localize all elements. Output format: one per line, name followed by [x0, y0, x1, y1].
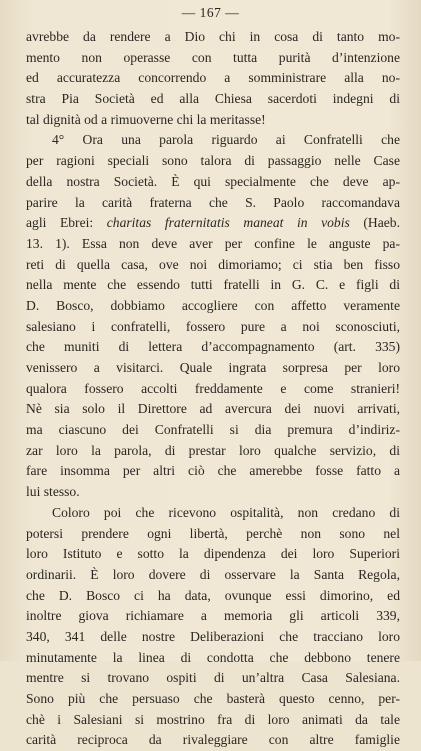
text-line: 4° Ora una parola riguardo ai Confratelli che	[52, 132, 400, 148]
text-segment: (Haeb.	[349, 215, 400, 231]
page-number: — 167 —	[181, 5, 240, 20]
text-line: D. Bosco, dobbiamo accogliere con affetto veramente	[26, 297, 400, 313]
text-line: reti di quella casa, ove noi dimoriamo; ci stia ben fisso	[26, 256, 400, 272]
text-line: potersi prendere ogni libertà, perchè non sono nel	[26, 525, 400, 541]
text-line: Nè sia solo il Direttore ad avercura dei nuovi arrivati,	[26, 401, 400, 417]
text-line: ordinarii. È loro dovere di osservare la Santa Regola,	[26, 566, 400, 582]
text-line: Sono più che persuaso che basterà questo cenno, per-	[26, 691, 400, 706]
text-line: fare insomma per altri ciò che amerebbe fosse fatto a	[26, 463, 400, 479]
text-line	[26, 213, 400, 234]
text-line: nella mente che essendo tutti fratelli in G. C. e figli di	[26, 277, 400, 293]
text-line: che D. Bosco ci ha data, ovunque essi dimorino, ed	[26, 587, 400, 603]
text-line: per ragioni speciali sono talora di passaggio nelle Case	[26, 153, 400, 169]
text-line: loro Istituto e sotto la dipendenza dei loro Superiori	[26, 546, 400, 562]
text-line: avrebbe da rendere a Dio chi in cosa di tanto mo-	[26, 29, 400, 44]
text-line: Coloro poi che ricevono ospitalità, non credano di	[52, 504, 400, 520]
text-line: della nostra Società. È qui specialmente che deve ap-	[26, 173, 400, 189]
text-line: ma ciascuno dei Confratelli si dia premura d’indiriz-	[26, 422, 400, 438]
text-segment: agli Ebrei:	[26, 215, 107, 231]
text-line: ed accuratezza concorrendo a somministrare alla no-	[26, 70, 400, 86]
text-line: zar loro la parola, di prestar loro qualche servizio, di	[26, 442, 400, 458]
text-line: minutamente la linea di condotta che debbono tenere	[26, 649, 400, 665]
text-line: che muniti di lettera d’accompagnamento (art. 335)	[26, 339, 400, 355]
text-line: parire la carità fraterna che S. Paolo raccomandava	[26, 194, 400, 210]
text-line: mentre si trovano ospiti di un’altra Casa Salesiana.	[26, 670, 400, 686]
latin-quote: charitas fraternitatis maneat in vobis	[106, 215, 350, 231]
text-line: carità reciproca da rivaleggiare con altre famiglie	[26, 732, 400, 748]
body-text	[26, 27, 400, 751]
text-line: stra Pia Società ed alla Chiesa sacerdoti indegni di	[26, 91, 400, 107]
text-line: lui stesso.	[26, 484, 80, 500]
text-line: mento non operasse con tutta purità d’intenzione	[26, 49, 400, 65]
text-line: inoltre giova richiamare a memoria gli articoli 339,	[26, 608, 400, 624]
text-line: salesiano i confratelli, fossero pure a noi sconosciuti,	[26, 318, 400, 334]
text-line: 13. 1). Essa non deve aver per confine le anguste pa-	[26, 235, 400, 251]
text-line: chè i Salesiani si mostrino fra di loro animati da tale	[26, 711, 400, 727]
text-line: 340, 341 delle nostre Deliberazioni che tracciano loro	[26, 628, 400, 644]
text-line: venissero a visitarci. Quale ingrata sorpresa per loro	[26, 360, 400, 375]
text-line: tal dignità od a rimuoverne chi la meritasse!	[26, 111, 266, 127]
text-line: qualora fossero accolti freddamente e come stranieri!	[26, 380, 400, 396]
